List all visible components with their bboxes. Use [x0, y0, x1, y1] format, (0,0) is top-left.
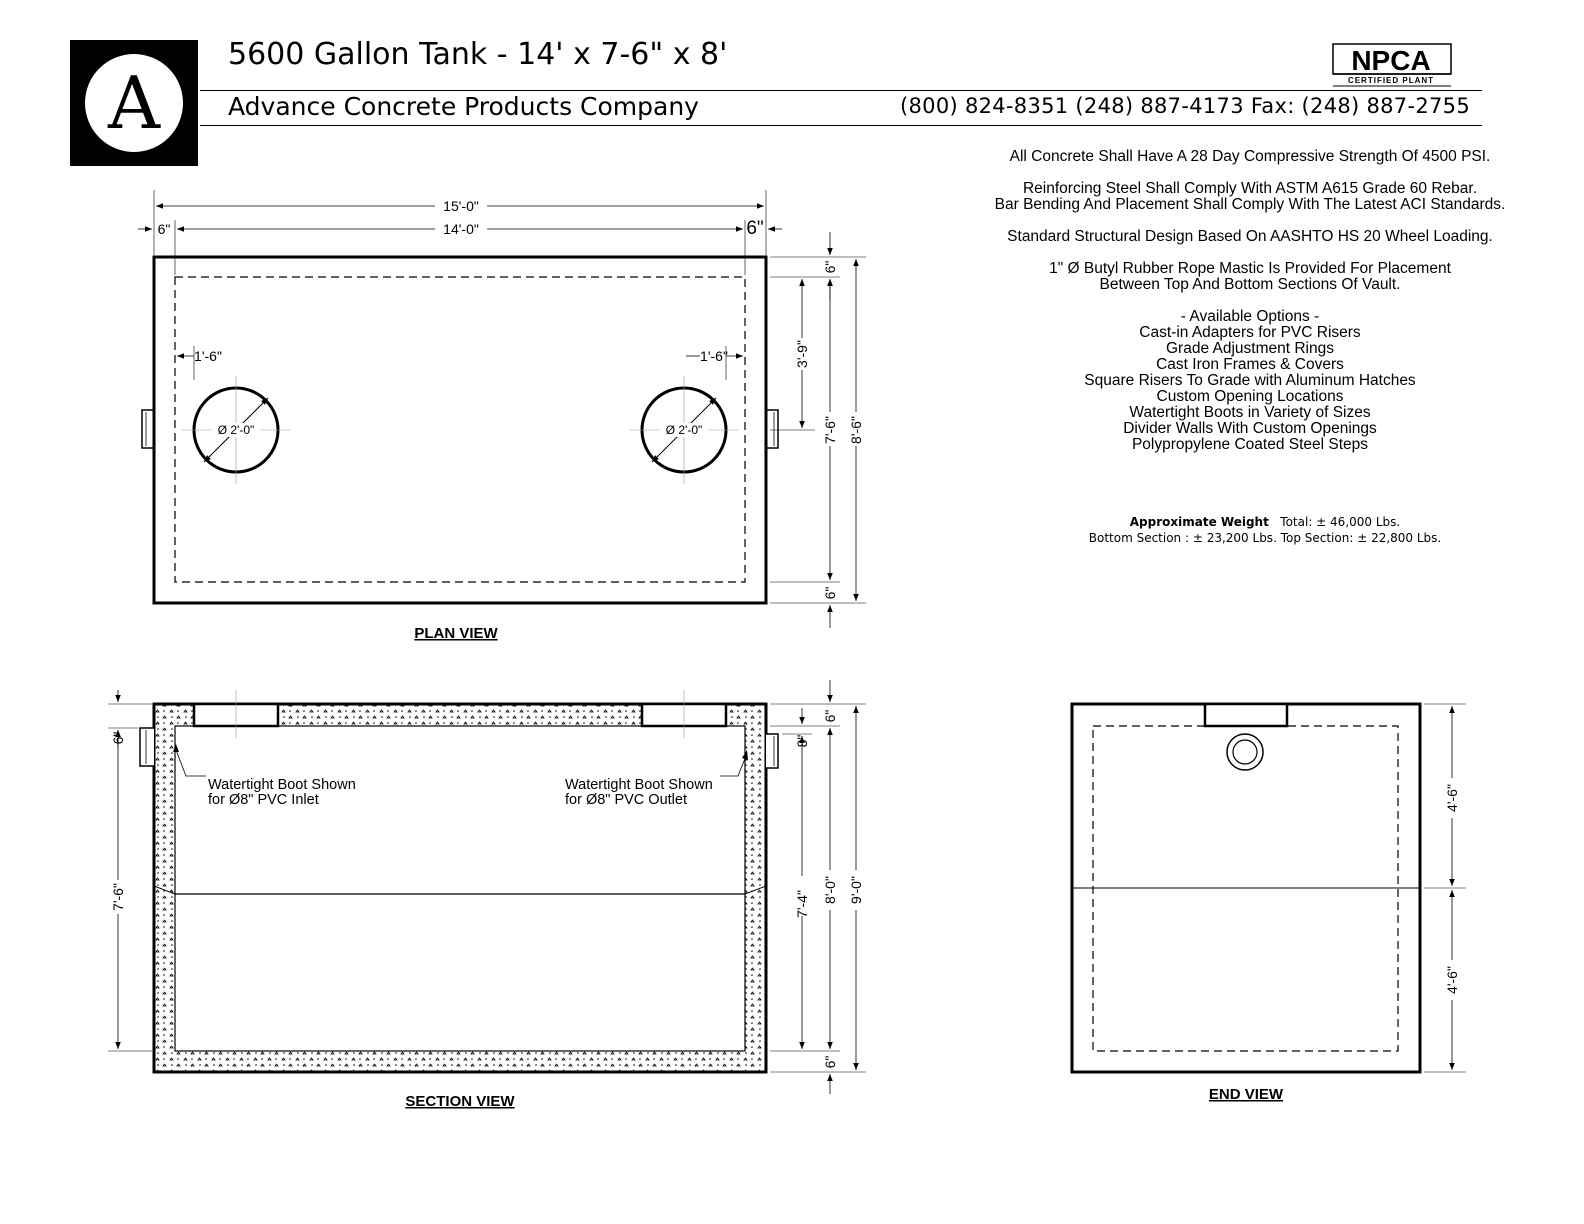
plan-dim-top-wall: 6" [822, 260, 838, 274]
boot-outlet-line2: for Ø8" PVC Outlet [565, 792, 687, 808]
plan-dim-inner-length: 14'-0" [443, 221, 479, 237]
plan-view-title: PLAN VIEW [414, 625, 498, 642]
note-steel-1: Reinforcing Steel Shall Comply With ASTM A615 Grade 60 Rebar. [1022, 180, 1478, 197]
plan-view [138, 190, 866, 642]
note-design: Standard Structural Design Based On AASHTO HS 20 Wheel Loading. [1007, 228, 1493, 245]
plan-opening-right-label: Ø 2'-0" [665, 423, 703, 437]
boot-inlet-line2: for Ø8" PVC Inlet [208, 792, 319, 808]
plan-dim-overall-length: 15'-0" [443, 198, 479, 214]
option-item: Grade Adjustment Rings [1165, 340, 1334, 357]
weight-sections: Bottom Section : ± 23,200 Lbs. Top Section: ± 22,800 Lbs. [1088, 531, 1442, 545]
option-item: Custom Opening Locations [1156, 388, 1344, 405]
weight-block [1065, 514, 1465, 546]
end-dim-lower: 4'-6" [1444, 966, 1460, 994]
end-dim-upper: 4'-6" [1444, 784, 1460, 812]
option-item: Cast-in Adapters for PVC Risers [1139, 324, 1361, 341]
section-dim-outlet-drop: 8" [794, 734, 810, 748]
section-dim-overall-height: 9'-0" [848, 876, 864, 904]
section-view-title: SECTION VIEW [405, 1093, 515, 1110]
weight-label: Approximate Weight [1129, 515, 1269, 529]
options-list [980, 309, 1520, 453]
plan-dim-wall-right: 6" [746, 218, 764, 239]
option-item: Divider Walls With Custom Openings [1123, 420, 1377, 437]
note-mastic-2: Between Top And Bottom Sections Of Vault. [1099, 276, 1401, 293]
option-item: Cast Iron Frames & Covers [1156, 356, 1344, 373]
section-dim-top-slab: 6" [822, 709, 838, 723]
company-logo [70, 40, 198, 166]
phone-numbers: (800) 824-8351 (248) 887-4173 Fax: (248) 887-2755 [900, 94, 1470, 118]
npca-text: NPCA [1351, 45, 1431, 76]
logo-letter: A [108, 61, 160, 145]
section-view [108, 680, 866, 1110]
end-view [1072, 704, 1466, 1103]
option-item: Square Risers To Grade with Aluminum Hatches [1084, 372, 1416, 389]
option-item: Watertight Boots in Variety of Sizes [1129, 404, 1371, 421]
section-dim-inner-height: 8'-0" [822, 876, 838, 904]
section-dim-inlet-height: 7'-6" [110, 883, 126, 911]
drawing-title: 5600 Gallon Tank - 14' x 7-6" x 8' [228, 37, 728, 72]
section-dim-inlet-drop: 6" [110, 731, 126, 745]
plan-dim-half-width: 3'-9" [794, 340, 810, 368]
header-rule-bottom [200, 125, 1482, 126]
note-strength: All Concrete Shall Have A 28 Day Compressive Strength Of 4500 PSI. [1009, 148, 1491, 165]
plan-dim-overall-width: 8'-6" [848, 416, 864, 444]
section-dim-outlet-height: 7'-4" [794, 890, 810, 918]
plan-dim-bottom-wall: 6" [822, 586, 838, 600]
plan-dim-inner-width: 7'-6" [822, 416, 838, 444]
header-rule-top [200, 90, 1482, 91]
npca-certified-logo [1333, 44, 1451, 86]
plan-dim-offset-left: 1'-6" [194, 348, 222, 364]
end-view-title: END VIEW [1208, 1086, 1284, 1103]
weight-total: Total: ± 46,000 Lbs. [1280, 515, 1401, 529]
boot-inlet-line1: Watertight Boot Shown [208, 777, 356, 793]
note-steel-2: Bar Bending And Placement Shall Comply With The Latest ACI Standards. [994, 196, 1506, 213]
note-mastic-1: 1" Ø Butyl Rubber Rope Mastic Is Provided For Placement [1049, 260, 1451, 277]
general-notes [980, 149, 1520, 453]
company-name: Advance Concrete Products Company [228, 92, 699, 121]
section-dim-bottom-slab: 6" [822, 1055, 838, 1069]
plan-dim-wall-left: 6" [157, 221, 171, 237]
npca-subtext: CERTIFIED PLANT [1347, 76, 1435, 85]
plan-dim-offset-right: 1'-6" [700, 348, 728, 364]
boot-outlet-line1: Watertight Boot Shown [565, 777, 713, 793]
options-title: - Available Options - [1180, 308, 1320, 325]
plan-opening-left-label: Ø 2'-0" [217, 423, 255, 437]
option-item: Polypropylene Coated Steel Steps [1131, 436, 1369, 453]
